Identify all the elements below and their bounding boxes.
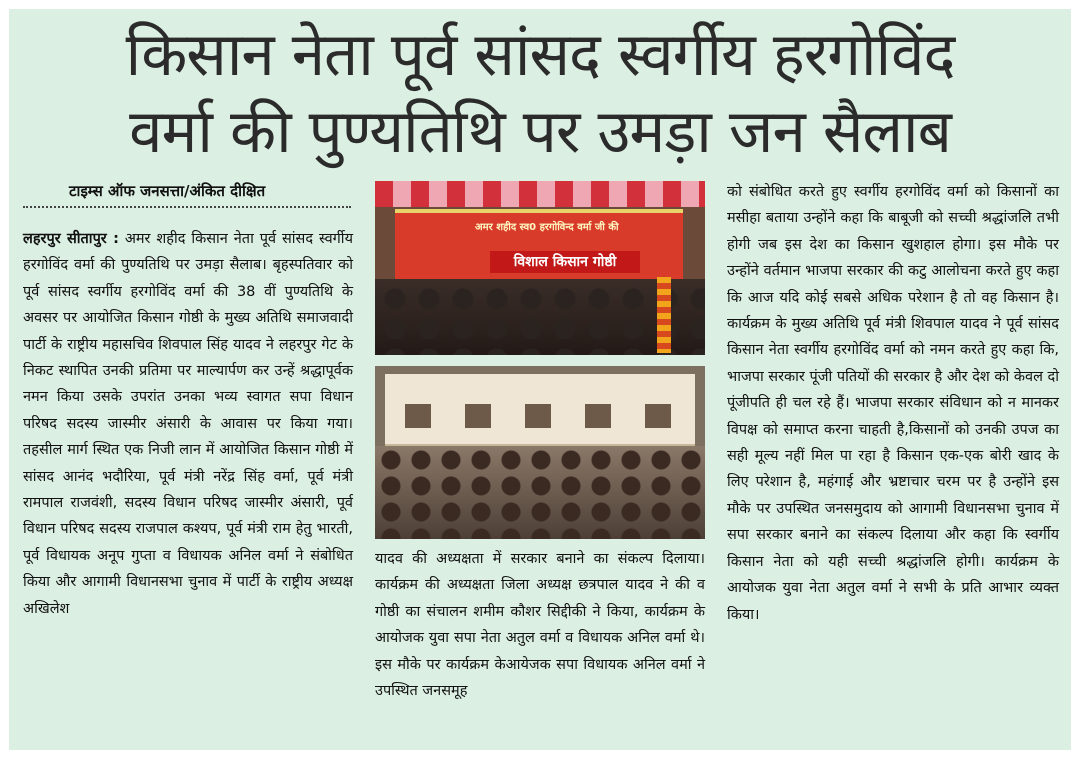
building-window [405,404,431,428]
stage-crowd [375,279,705,355]
event-stage-photo [375,181,705,355]
newspaper-clipping [9,9,1071,750]
building-window [585,404,611,428]
article-column-2: यादव की अध्यक्षता में सरकार बनाने का संकल्प दिलाया।कार्यक्रम की अध्यक्षता जिला अध्यक्ष छत्रपाल यादव ने की व गोष्ठी का संचालन शमीम कौशर सिद्दीकी ने किया, कार्यक्रम के आयोजक युवा सपा नेता अतुल वर्मा व विधायक अनिल वर्मा थे। इस मौके पर कार्यक्रम केआयेजक सपा विधायक अनिल वर्मा ने उपस्थित जनसमूह [375,551,705,700]
article-column-1-text: अमर शहीद किसान नेता पूर्व सांसद स्वर्गीय हरगोविंद वर्मा की पुण्यतिथि पर उमड़ा सैलाब। बृहस्पतिवार को पूर्व सांसद स्वर्गीय हरगोविंद वर्मा की 38 वीं पुण्यतिथि के अवसर पर आयोजित किसान गोष्ठी के मुख्य अतिथि समाजवादी पार्टी के राष्ट्रीय महासचिव शिवपाल सिंह यादव ने लहरपुर गेट के निकट स्थापित उनकी प्रतिमा पर माल्यार्पण कर उन्हें श्रद्धापूर्वक नमन किया उसके उपरांत उनका भव्य स्वागत सपा विधान परिषद सदस्य जास्मीर अंसारी के आवास पर किया गया। तहसील मार्ग स्थित एक निजी लान में आयोजित किसान गोष्ठी में सांसद आनंद भदौरिया, पूर्व मंत्री नरेंद्र सिंह वर्मा, पूर्व मंत्री रामपाल राजवंशी, सदस्य विधान परिषद जास्मीर अंसारी, पूर्व विधान परिषद सदस्य राजपाल कश्यप, पूर्व मंत्री राम हेतु भारती, पूर्व विधायक अनूप गुप्ता व विधायक अनिल वर्मा ने संबोधित किया और आगामी विधानसभा चुनाव में पार्टी के राष्ट्रीय अध्यक्ष अखिलेश [23,231,353,617]
building-window [645,404,671,428]
building-window [465,404,491,428]
headline-line-1: किसान नेता पूर्व सांसद स्वर्गीय हरगोविंद [125,20,955,90]
byline-divider [23,206,351,208]
tent-canopy [375,181,705,207]
seated-audience [375,446,705,539]
banner-title: विशाल किसान गोष्ठी [490,251,640,273]
headline [9,17,1071,171]
building-window [525,404,551,428]
byline: टाइम्स ऑफ जनसत्ता/अंकित दीक्षित [69,182,266,200]
building-facade [385,374,695,450]
banner-subtitle: अमर शहीद स्व0 हरगोविन्द वर्मा जी की [475,222,619,233]
article-column-3: को संबोधित करते हुए स्वर्गीय हरगोविंद वर्मा को किसानों का मसीहा बताया उन्होंने कहा कि बाबूजी को सच्ची श्रद्धांजलि तभी होगी जब इस देश का किसान खुशहाल होगा। इस मौके पर उन्होंने वर्तमान भाजपा सरकार की कटु आलोचना करते हुए कहा कि आज यदि कोई सबसे अधिक परेशान है तो वह किसान है। कार्यक्रम के मुख्य अतिथि पूर्व मंत्री शिवपाल यादव ने पूर्व सांसद किसान नेता स्वर्गीय हरगोविंद वर्मा को नमन करते हुए कहा कि, भाजपा सरकार पूंजी पतियों की सरकार है और देश को केवल दो पूंजीपति ही चल रहे हैं। भाजपा सरकार संविधान को न मानकर विपक्ष को समाप्त करना चाहती है,किसानों को उनकी उपज का सही मूल्य नहीं मिल पा रहा है किसान एक-एक बोरी खाद के लिए परेशान है, महंगाई और भ्रष्टाचार चरम पर है उन्होंने इस मौके पर उपस्थित जनसमुदाय को आगामी विधानसभा चुनाव में सपा सरकार बनाने का संकल्प दिलाया और कहा कि स्वर्गीय किसान नेता को यही सच्ची श्रद्धांजलि होगी। कार्यक्रम के आयोजक युवा नेता अतुल वर्मा ने सभी के प्रति आभार व्यक्त किया। [727,184,1059,623]
headline-line-2: वर्मा की पुण्यतिथि पर उमड़ा जन सैलाब [129,97,951,167]
garland [657,277,671,353]
dateline: लहरपुर सीतापुर : [23,231,119,247]
audience-photo [375,366,705,539]
article-column-1 [23,226,353,622]
